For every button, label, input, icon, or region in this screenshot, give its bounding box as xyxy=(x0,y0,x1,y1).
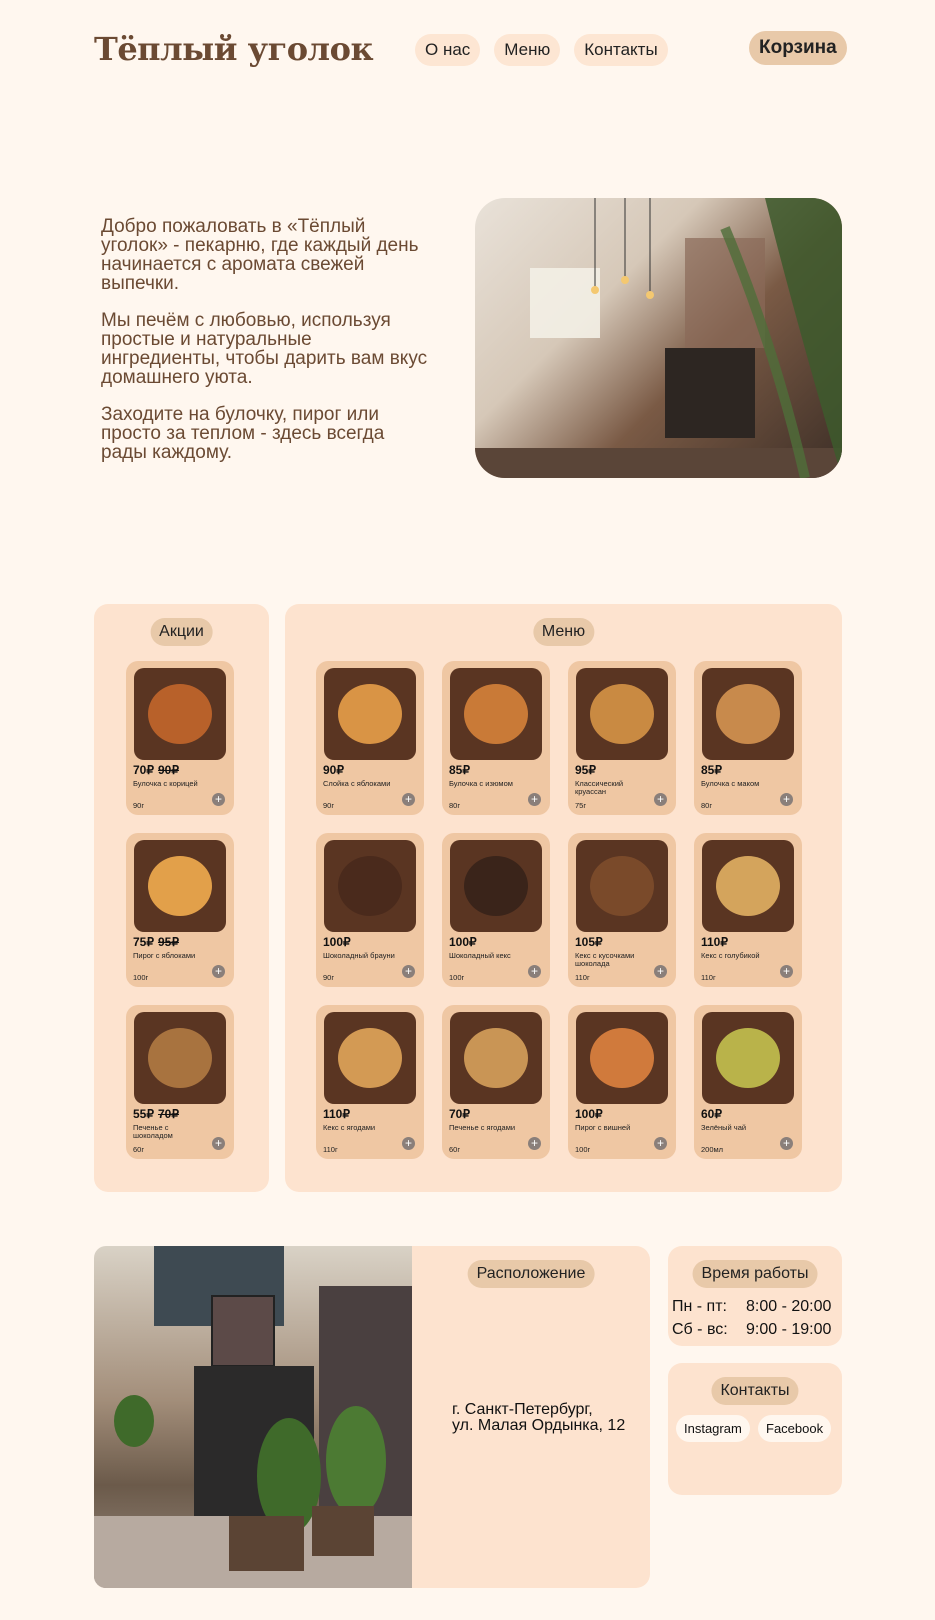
product-food xyxy=(464,856,528,916)
product-name: Слойка с яблоками xyxy=(323,779,391,788)
hours-panel xyxy=(668,1246,842,1346)
product-food xyxy=(590,1028,654,1088)
contacts-panel xyxy=(668,1363,842,1495)
product-card[interactable] xyxy=(694,661,802,815)
product-weight: 80г xyxy=(449,801,461,810)
product-card[interactable] xyxy=(316,833,424,987)
product-food xyxy=(338,856,402,916)
product-card[interactable] xyxy=(442,833,550,987)
product-card[interactable] xyxy=(316,661,424,815)
product-weight: 60г xyxy=(133,1145,145,1154)
product-food xyxy=(590,684,654,744)
product-name: Шоколадный кекс xyxy=(449,951,511,960)
instagram-link[interactable]: Instagram xyxy=(676,1415,750,1442)
product-weight: 100г xyxy=(449,973,465,982)
product-weight: 110г xyxy=(323,1145,338,1154)
address-line: г. Санкт-Петербург, xyxy=(452,1401,593,1418)
add-to-cart-icon[interactable]: + xyxy=(528,793,541,806)
menu-title: Меню xyxy=(533,618,594,646)
add-to-cart-icon[interactable]: + xyxy=(780,1137,793,1150)
product-weight: 75г xyxy=(575,801,587,810)
product-weight: 100г xyxy=(133,973,149,982)
product-weight: 90г xyxy=(133,801,145,810)
product-weight: 80г xyxy=(701,801,713,810)
product-image xyxy=(576,1012,668,1104)
product-image xyxy=(702,840,794,932)
add-to-cart-icon[interactable]: + xyxy=(212,1137,225,1150)
hours-days: Сб - вс: xyxy=(672,1321,728,1338)
product-price: 70₽ xyxy=(449,1107,470,1121)
intro-paragraph: Добро пожаловать в «Тёплый уголок» - пекарню, где каждый день начинается с аромата свежей выпечки. xyxy=(101,216,419,294)
product-weight: 110г xyxy=(575,973,590,982)
location-panel xyxy=(412,1246,650,1588)
product-price-row xyxy=(701,763,722,777)
product-price-row xyxy=(323,935,351,949)
product-name: Классический круассан xyxy=(575,779,624,796)
product-food xyxy=(464,1028,528,1088)
product-name: Печенье с шоколадом xyxy=(133,1123,173,1140)
nav-contacts[interactable]: Контакты xyxy=(574,34,667,66)
product-card[interactable] xyxy=(568,1005,676,1159)
add-to-cart-icon[interactable]: + xyxy=(402,793,415,806)
product-image xyxy=(134,1012,226,1104)
product-food xyxy=(716,856,780,916)
product-card[interactable] xyxy=(126,833,234,987)
product-weight: 110г xyxy=(701,973,716,982)
product-price-row xyxy=(323,1107,350,1121)
product-price-row xyxy=(701,935,728,949)
product-card[interactable] xyxy=(568,661,676,815)
product-price: 110₽ xyxy=(323,1107,350,1121)
product-weight: 200мл xyxy=(701,1145,724,1154)
product-price: 85₽ xyxy=(449,763,470,777)
product-price: 60₽ xyxy=(701,1107,722,1121)
product-price: 100₽ xyxy=(449,935,477,949)
product-card[interactable] xyxy=(568,833,676,987)
product-name: Булочка с маком xyxy=(701,779,760,788)
add-to-cart-icon[interactable]: + xyxy=(402,1137,415,1150)
product-image xyxy=(324,1012,416,1104)
logo[interactable]: Тёплый уголок xyxy=(94,30,374,68)
product-food xyxy=(148,684,212,744)
add-to-cart-icon[interactable]: + xyxy=(654,793,667,806)
product-name: Булочка с корицей xyxy=(133,779,198,788)
product-name: Пирог с яблоками xyxy=(133,951,196,960)
address-line: ул. Малая Ордынка, 12 xyxy=(452,1417,626,1434)
product-food xyxy=(338,1028,402,1088)
product-name: Пирог с вишней xyxy=(575,1123,631,1132)
product-price-row xyxy=(323,763,344,777)
add-to-cart-icon[interactable]: + xyxy=(528,965,541,978)
product-price-row xyxy=(701,1107,722,1121)
product-price-row xyxy=(449,935,477,949)
add-to-cart-icon[interactable]: + xyxy=(780,965,793,978)
product-card[interactable] xyxy=(442,1005,550,1159)
cafe-interior-photo xyxy=(475,198,842,478)
promo-title: Акции xyxy=(150,618,213,646)
product-food xyxy=(716,684,780,744)
hours-time: 8:00 - 20:00 xyxy=(746,1298,832,1315)
product-price: 70₽ xyxy=(133,763,154,777)
product-food xyxy=(590,856,654,916)
add-to-cart-icon[interactable]: + xyxy=(528,1137,541,1150)
product-price-row xyxy=(133,763,179,777)
product-food xyxy=(464,684,528,744)
product-name: Печенье с ягодами xyxy=(449,1123,516,1132)
product-name: Кекс с ягодами xyxy=(323,1123,376,1132)
product-image xyxy=(450,840,542,932)
add-to-cart-icon[interactable]: + xyxy=(212,793,225,806)
main-nav xyxy=(415,34,668,66)
product-image xyxy=(450,668,542,760)
product-image xyxy=(134,840,226,932)
product-name: Кекс с голубикой xyxy=(701,951,760,960)
add-to-cart-icon[interactable]: + xyxy=(212,965,225,978)
product-image xyxy=(702,1012,794,1104)
cart-button[interactable]: Корзина xyxy=(749,31,847,65)
product-image xyxy=(702,668,794,760)
product-name: Кекс с кусочками шоколада xyxy=(575,951,635,968)
product-weight: 90г xyxy=(323,973,335,982)
product-price: 90₽ xyxy=(323,763,344,777)
intro-paragraph: Мы печём с любовью, используя простые и натуральные ингредиенты, чтобы дарить вам вкус домашнего уюта. xyxy=(101,310,428,388)
intro-text xyxy=(101,217,431,480)
address xyxy=(452,1402,625,1434)
product-price: 55₽ xyxy=(133,1107,154,1121)
shop-exterior-illustration xyxy=(94,1246,412,1588)
cafe-interior-illustration xyxy=(475,198,842,478)
shop-exterior-photo xyxy=(94,1246,412,1588)
facebook-link[interactable]: Facebook xyxy=(758,1415,831,1442)
product-card[interactable] xyxy=(694,1005,802,1159)
nav-menu[interactable]: Меню xyxy=(494,34,560,66)
hours-row-weekend xyxy=(672,1321,831,1339)
product-weight: 90г xyxy=(323,801,335,810)
product-image xyxy=(576,668,668,760)
product-image xyxy=(576,840,668,932)
product-card[interactable] xyxy=(126,661,234,815)
hours-days: Пн - пт: xyxy=(672,1298,727,1315)
product-price-row xyxy=(133,1107,179,1121)
product-weight: 100г xyxy=(575,1145,591,1154)
product-price: 105₽ xyxy=(575,935,603,949)
intro-paragraph: Заходите на булочку, пирог или просто за теплом - здесь всегда рады каждому. xyxy=(101,404,385,463)
product-food xyxy=(148,1028,212,1088)
product-image xyxy=(324,668,416,760)
product-food xyxy=(148,856,212,916)
nav-about[interactable]: О нас xyxy=(415,34,480,66)
product-card[interactable] xyxy=(694,833,802,987)
product-price-row xyxy=(575,763,596,777)
product-price-row xyxy=(449,1107,470,1121)
product-name: Шоколадный брауни xyxy=(323,951,395,960)
product-old-price: 90₽ xyxy=(157,763,179,777)
product-price: 100₽ xyxy=(323,935,351,949)
location-title: Расположение xyxy=(468,1260,595,1288)
hours-row-weekdays xyxy=(672,1298,831,1316)
product-card[interactable] xyxy=(126,1005,234,1159)
add-to-cart-icon[interactable]: + xyxy=(654,1137,667,1150)
hours-time: 9:00 - 19:00 xyxy=(746,1321,832,1338)
product-price: 100₽ xyxy=(575,1107,603,1121)
product-price: 75₽ xyxy=(133,935,154,949)
hours-title: Время работы xyxy=(693,1260,818,1288)
product-name: Булочка с изюмом xyxy=(449,779,513,788)
product-old-price: 70₽ xyxy=(157,1107,179,1121)
product-price-row xyxy=(575,1107,603,1121)
product-price: 85₽ xyxy=(701,763,722,777)
product-price-row xyxy=(133,935,179,949)
add-to-cart-icon[interactable]: + xyxy=(654,965,667,978)
product-image xyxy=(324,840,416,932)
product-food xyxy=(338,684,402,744)
product-old-price: 95₽ xyxy=(157,935,179,949)
product-price: 110₽ xyxy=(701,935,728,949)
product-price-row xyxy=(575,935,603,949)
product-card[interactable] xyxy=(442,661,550,815)
add-to-cart-icon[interactable]: + xyxy=(402,965,415,978)
product-image xyxy=(134,668,226,760)
product-weight: 60г xyxy=(449,1145,461,1154)
product-card[interactable] xyxy=(316,1005,424,1159)
product-food xyxy=(716,1028,780,1088)
product-name: Зелёный чай xyxy=(701,1123,747,1132)
product-price: 95₽ xyxy=(575,763,596,777)
product-price-row xyxy=(449,763,470,777)
product-image xyxy=(450,1012,542,1104)
add-to-cart-icon[interactable]: + xyxy=(780,793,793,806)
contacts-title: Контакты xyxy=(711,1377,798,1405)
